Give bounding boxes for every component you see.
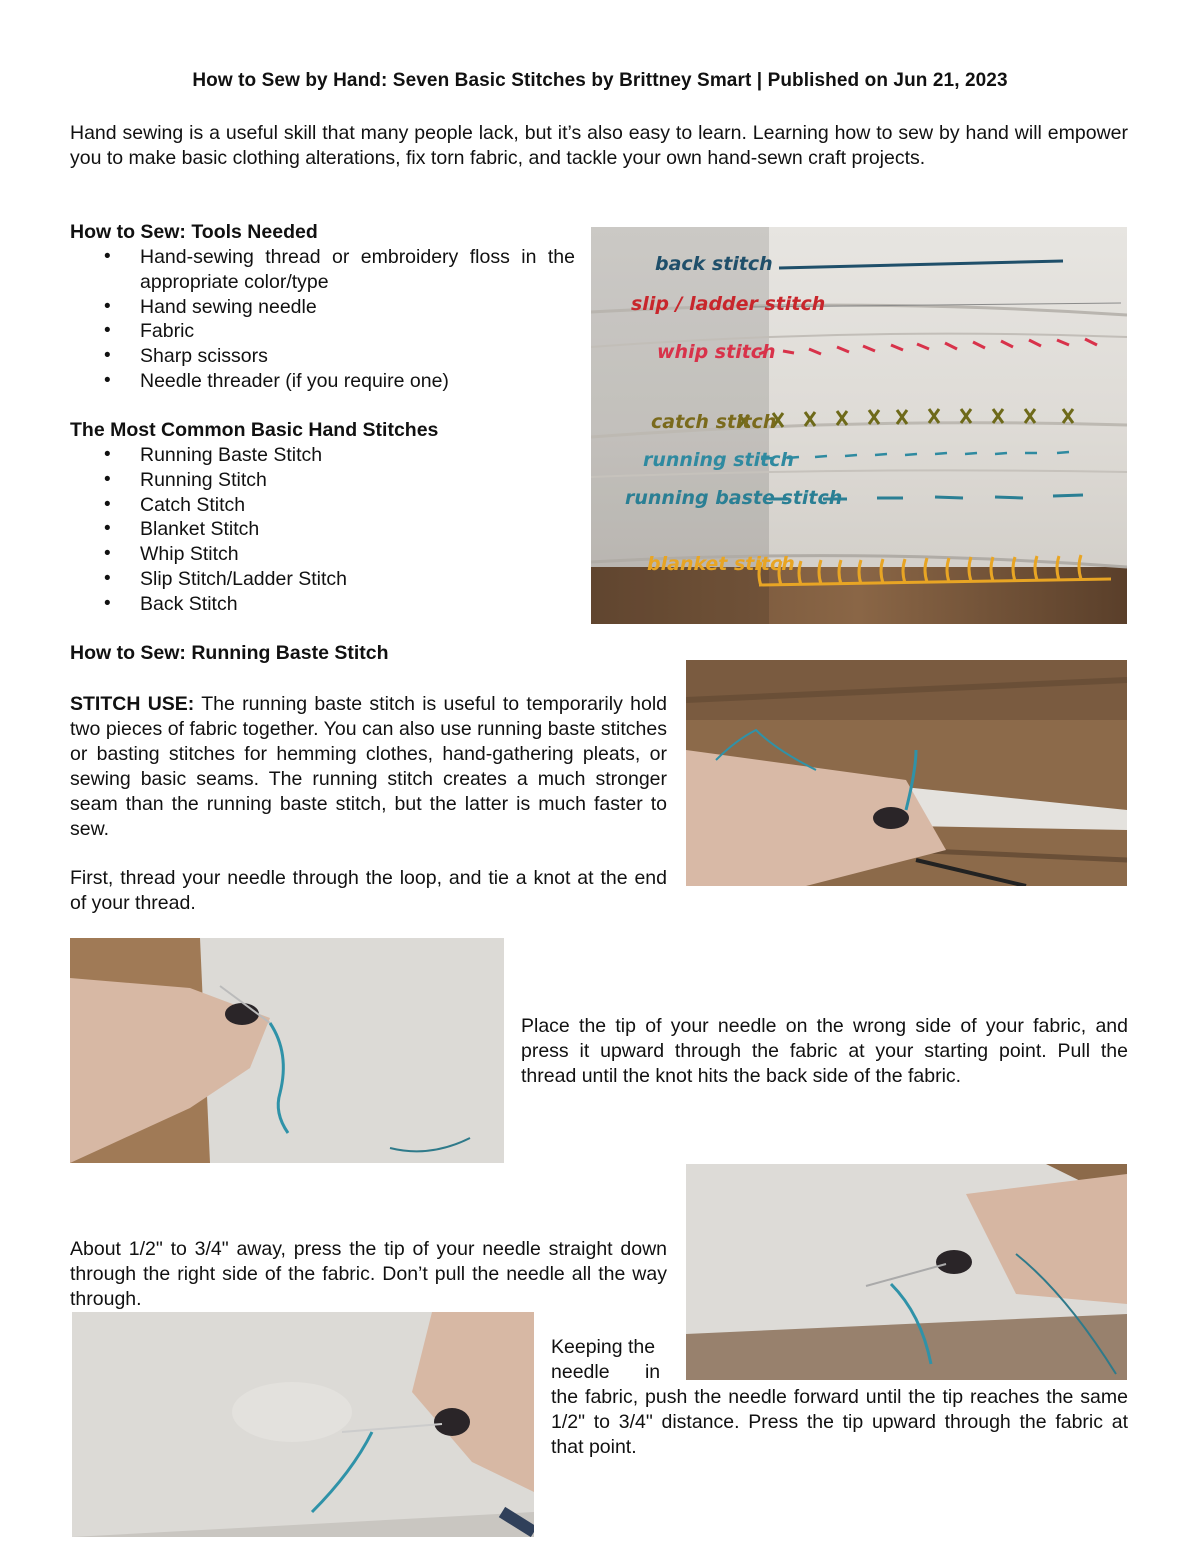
page-title: How to Sew by Hand: Seven Basic Stitches by Brittney Smart | Published on Jun 21, 2023	[192, 70, 1008, 91]
stitch-use-text: The running baste stitch is useful to temporarily hold two pieces of fabric together. You can also use running baste stitches or basting stitches for hemming clothes, hand-gathering pleats, or sewing basic seams. The running stitch creates a much stronger seam than the running baste stitch, but the latter is much faster to sew.	[70, 693, 667, 840]
list-item: • Blanket Stitch	[70, 517, 575, 542]
baste-heading: How to Sew: Running Baste Stitch	[70, 642, 389, 664]
needle-upward-photo	[70, 938, 504, 1163]
step-3-text: About 1/2" to 3/4" away, press the tip of your needle straight down through the right side of the fabric. Don’t pull the needle all the way through.	[70, 1238, 667, 1310]
needle-downward-photo	[686, 1164, 1127, 1380]
sample-label-running-baste-stitch: running baste stitch	[625, 487, 843, 509]
list-item: • Back Stitch	[70, 592, 575, 617]
thread-knot-photo	[686, 660, 1127, 886]
tools-section	[70, 220, 575, 394]
stitches-heading: The Most Common Basic Hand Stitches	[70, 419, 439, 441]
step-1-text: First, thread your needle through the loop, and tie a knot at the end of your thread.	[70, 867, 667, 914]
list-item: • Whip Stitch	[70, 542, 575, 567]
list-item: • Hand sewing needle	[70, 295, 575, 320]
sample-label-running-stitch: running stitch	[643, 449, 794, 471]
list-item: • Sharp scissors	[70, 344, 575, 369]
step-4-line-a: Keeping the	[551, 1336, 656, 1358]
sample-label-blanket-stitch: blanket stitch	[647, 553, 795, 575]
list-item: • Fabric	[70, 319, 575, 344]
stitch-use-label: STITCH USE:	[70, 693, 195, 715]
tools-list	[70, 245, 575, 394]
sample-label-whip-stitch: whip stitch	[657, 341, 776, 363]
sample-label-catch-stitch: catch stitch	[651, 411, 777, 433]
list-item: • Running Baste Stitch	[70, 443, 575, 468]
step-4-line-b: needle in	[551, 1361, 661, 1383]
list-item: • Catch Stitch	[70, 493, 575, 518]
intro-paragraph: Hand sewing is a useful skill that many people lack, but it’s also easy to learn. Learning how to sew by hand will empower you to make basic clothing alterations, fix torn fabric, and tackle your own hand-sewn craft projects.	[70, 122, 1128, 169]
step-2-text: Place the tip of your needle on the wrong side of your fabric, and press it upward through the fabric at your starting point. Pull the thread until the knot hits the back side of the fabric.	[521, 1015, 1128, 1087]
list-item: • Slip Stitch/Ladder Stitch	[70, 567, 575, 592]
needle-forward-photo	[72, 1312, 534, 1537]
sample-label-back-stitch: back stitch	[655, 253, 773, 275]
step-4-text: the fabric, push the needle forward until the tip reaches the same 1/2" to 3/4" distance. Press the tip upward through the fabric at that point.	[551, 1386, 1128, 1458]
stitches-section	[70, 418, 575, 617]
sample-label-slip-stitch: slip / ladder stitch	[631, 293, 826, 315]
list-item: • Hand-sewing thread or embroidery floss in the appropriate color/type	[70, 245, 575, 295]
stitch-use-paragraph	[70, 692, 667, 842]
list-item: • Needle threader (if you require one)	[70, 369, 575, 394]
tools-heading: How to Sew: Tools Needed	[70, 221, 318, 243]
stitches-list	[70, 443, 575, 617]
list-item: • Running Stitch	[70, 468, 575, 493]
stitch-samples-photo	[591, 227, 1127, 624]
